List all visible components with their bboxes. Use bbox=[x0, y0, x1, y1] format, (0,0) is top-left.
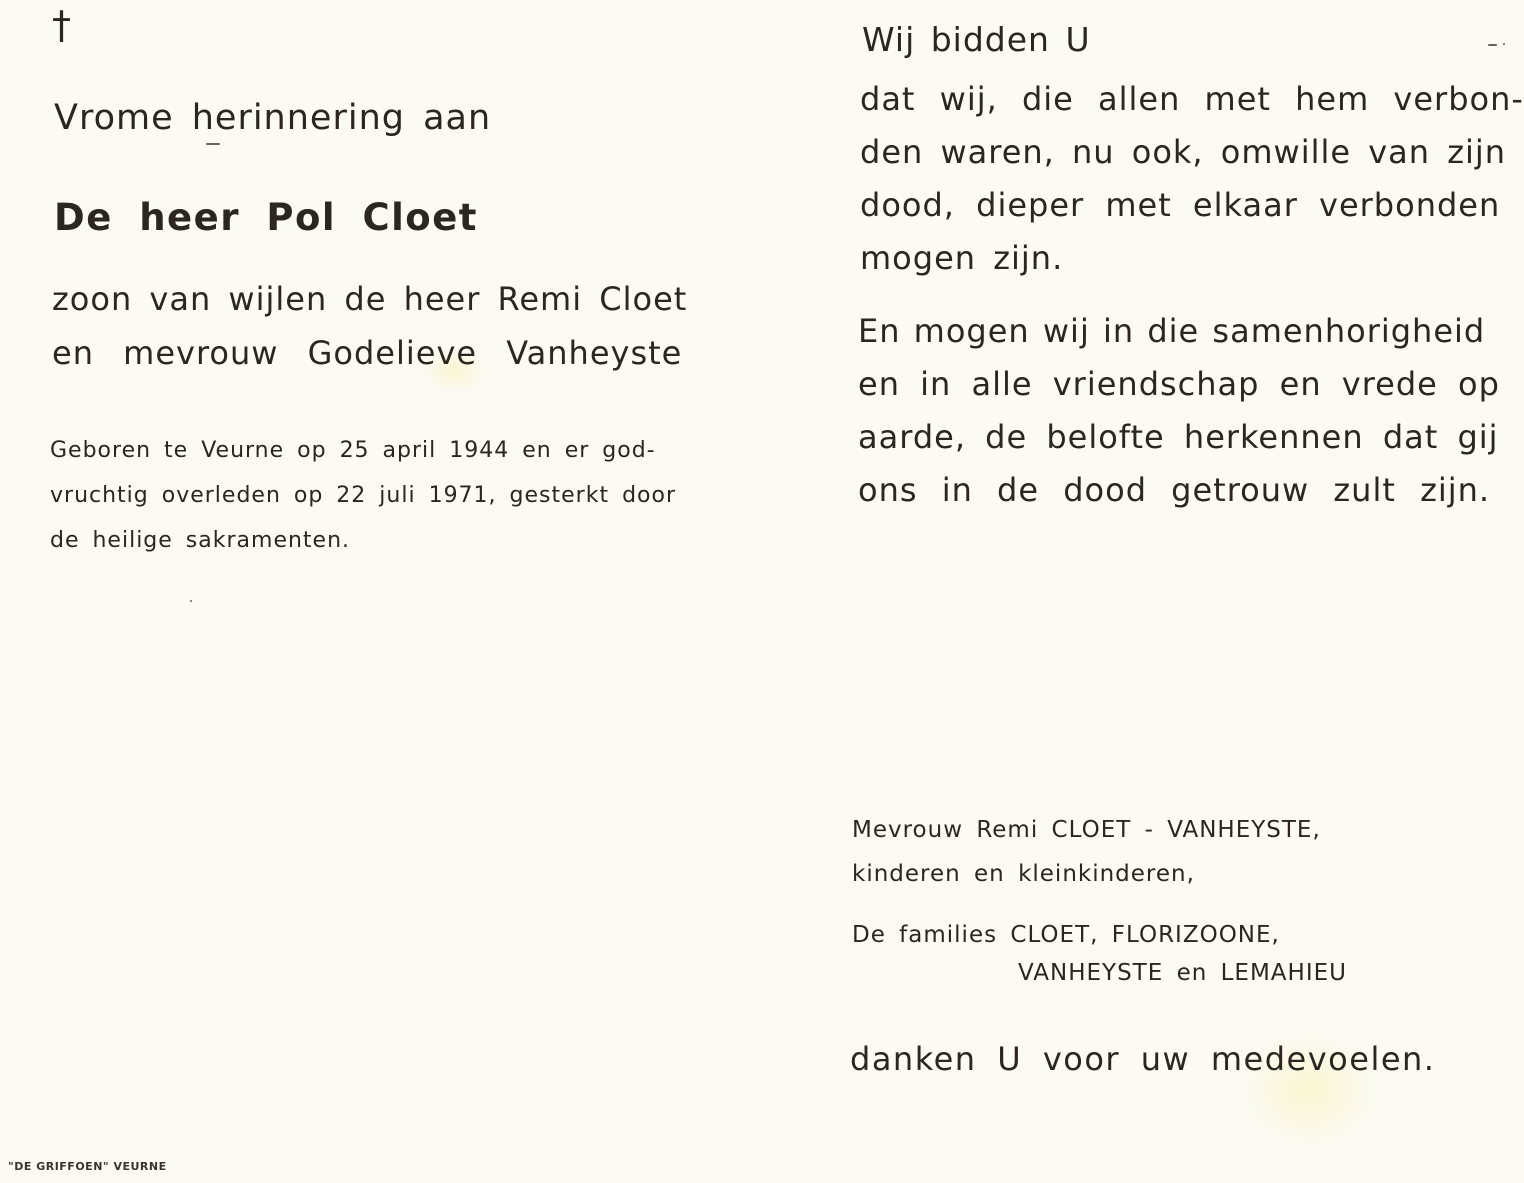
birth-death-line: vruchtig overleden op 22 juli 1971, gesterkt door bbox=[50, 483, 676, 508]
print-speck bbox=[1503, 43, 1505, 45]
birth-death-block bbox=[50, 428, 676, 563]
prayer-line: den waren, nu ook, omwille van zijn bbox=[860, 133, 1507, 171]
parents-line: zoon van wijlen de heer Remi Cloet bbox=[52, 280, 688, 318]
deceased-name: De heer Pol Cloet bbox=[54, 196, 478, 239]
print-speck bbox=[1488, 44, 1497, 46]
prayer-paragraph-1 bbox=[860, 73, 1524, 285]
prayer-line: aarde, de belofte herkennen dat gij bbox=[858, 418, 1499, 456]
parents-block bbox=[52, 272, 687, 380]
thanks-line: danken U voor uw medevoelen. bbox=[850, 1040, 1436, 1078]
birth-death-line: de heilige sakramenten. bbox=[50, 528, 351, 553]
prayer-line: En mogen wij in die samenhorigheid bbox=[858, 312, 1486, 350]
prayer-line: dood, dieper met elkaar verbonden bbox=[860, 186, 1501, 224]
birth-death-line: Geboren te Veurne op 25 april 1944 en er god- bbox=[50, 438, 656, 463]
family-line: VANHEYSTE en LEMAHIEU bbox=[1018, 960, 1347, 986]
printer-imprint: "DE GRIFFOEN" VEURNE bbox=[8, 1160, 167, 1173]
family-block bbox=[852, 808, 1347, 992]
intro-line: Vrome herinnering aan bbox=[54, 98, 492, 138]
family-line: Mevrouw Remi CLOET - VANHEYSTE, bbox=[852, 817, 1321, 843]
family-line: De families CLOET, FLORIZOONE, bbox=[852, 922, 1280, 948]
cross-icon: † bbox=[52, 3, 71, 47]
prayer-paragraph-2 bbox=[858, 305, 1500, 517]
prayer-line: en in alle vriendschap en vrede op bbox=[858, 365, 1500, 403]
parents-line: en mevrouw Godelieve Vanheyste bbox=[52, 334, 683, 372]
prayer-heading: Wij bidden U bbox=[862, 20, 1091, 59]
print-speck bbox=[190, 600, 192, 602]
prayer-line: dat wij, die allen met hem verbon- bbox=[860, 80, 1524, 118]
prayer-line: ons in de dood getrouw zult zijn. bbox=[858, 471, 1491, 509]
print-speck bbox=[206, 143, 220, 145]
prayer-line: mogen zijn. bbox=[860, 239, 1064, 277]
family-line: kinderen en kleinkinderen, bbox=[852, 861, 1195, 887]
